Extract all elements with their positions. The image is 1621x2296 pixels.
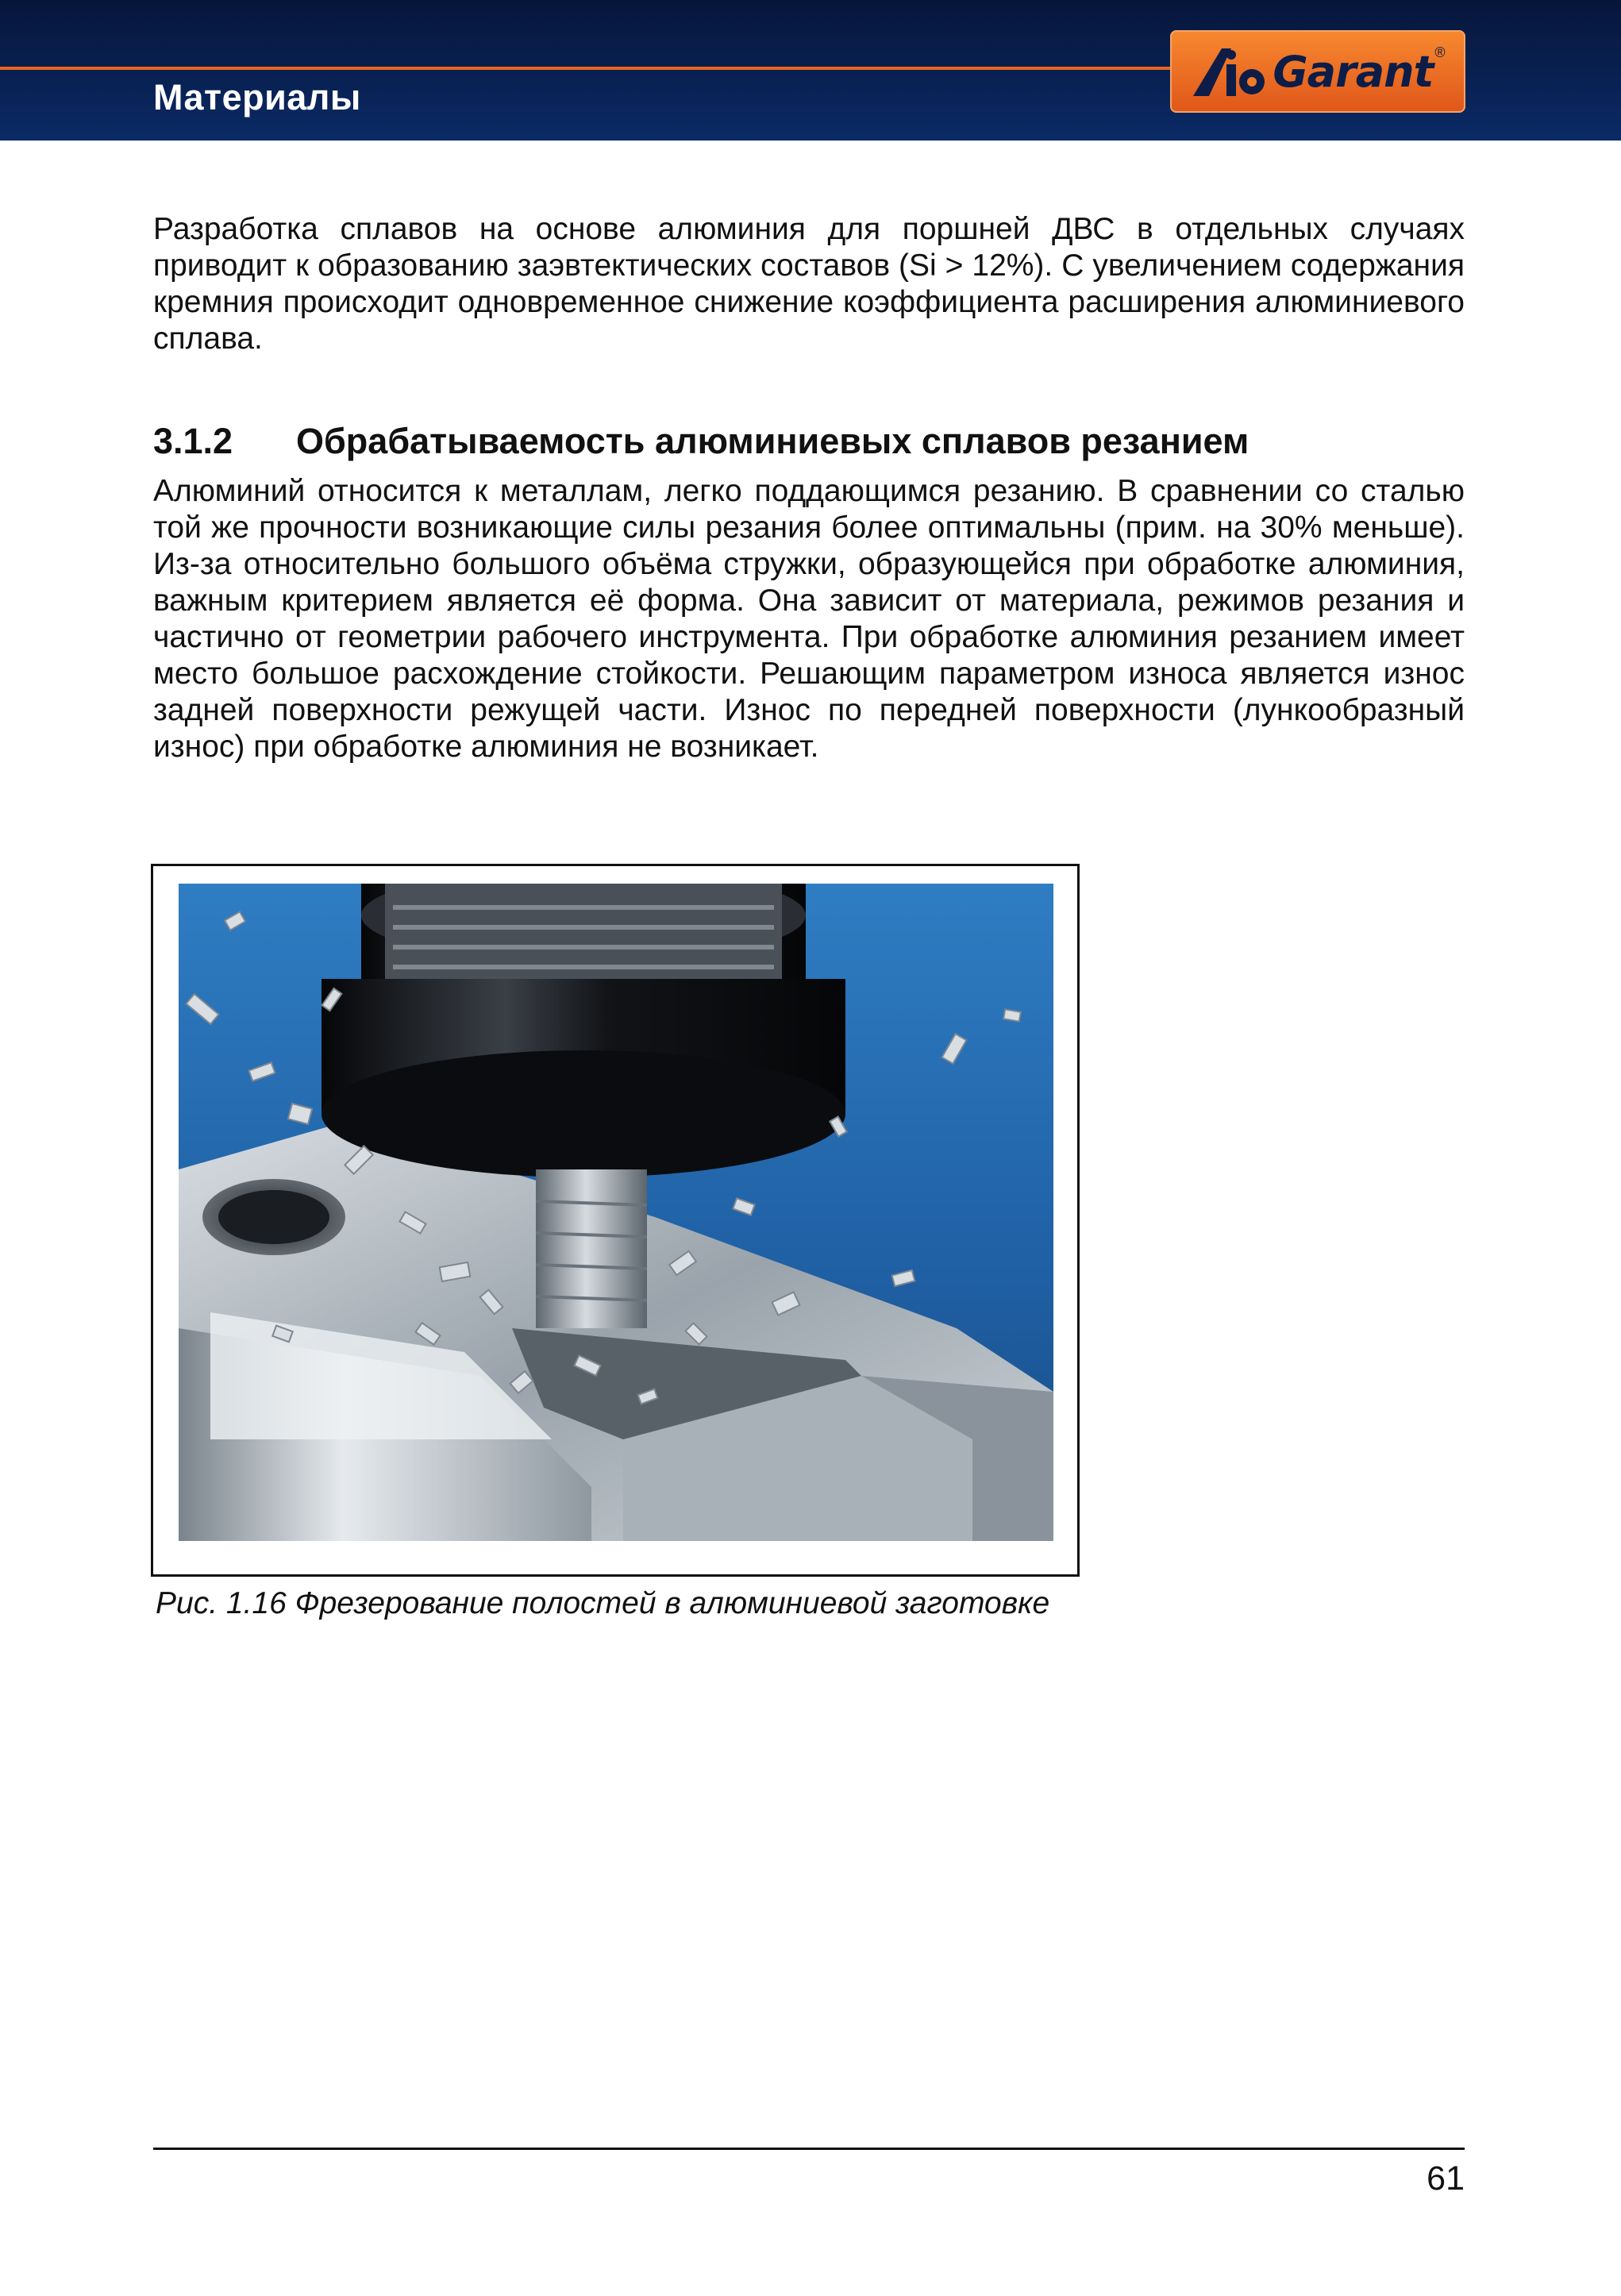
garant-logo-text: Garant xyxy=(1273,46,1434,97)
section-heading-title: Обрабатываемость алюминиевых сплавов резанием xyxy=(296,421,1249,461)
section-heading xyxy=(153,421,1465,462)
registered-mark: ® xyxy=(1434,44,1446,60)
section-number: 3.1.2 xyxy=(153,421,233,461)
figure-caption: Рис. 1.16 Фрезерование полостей в алюминиевой заготовке xyxy=(156,1586,1050,1620)
milling-photo xyxy=(179,884,1053,1541)
section-title: Материалы xyxy=(153,77,361,117)
intro-paragraph: Разработка сплавов на основе алюминия для поршней ДВС в отдельных случаях приводит к образованию заэвтектических составов (Si > 12%). С увеличением содержания кремния происходит одновременное снижение коэффициента расширения алюминиевого сплава. xyxy=(153,212,1465,356)
page-number: 61 xyxy=(1427,2159,1465,2198)
header-accent-line xyxy=(0,67,1183,70)
footer-rule xyxy=(153,2148,1465,2150)
garant-logo xyxy=(1170,30,1465,113)
garant-logo-mark-icon xyxy=(1190,44,1266,99)
section-paragraph: Алюминий относится к металлам, легко поддающимся резанию. В сравнении со сталью той же прочности возникающие силы резания более оптимальны (прим. на 30% меньше). Из-за относительно большого объёма стружки, образующейся при обработке алюминия, важным критерием является её форма. Она зависит от материала, режимов резания и частично от геометрии рабочего инструмента. При обработке алюминия резанием имеет место большое расхождение стойкости. Решающим параметром износа является износ задней поверхности режущей части. Износ по передней поверхности (лункообразный износ) при обработке алюминия не возникает. xyxy=(153,474,1465,764)
page-header xyxy=(0,0,1621,141)
figure-frame xyxy=(151,864,1080,1577)
